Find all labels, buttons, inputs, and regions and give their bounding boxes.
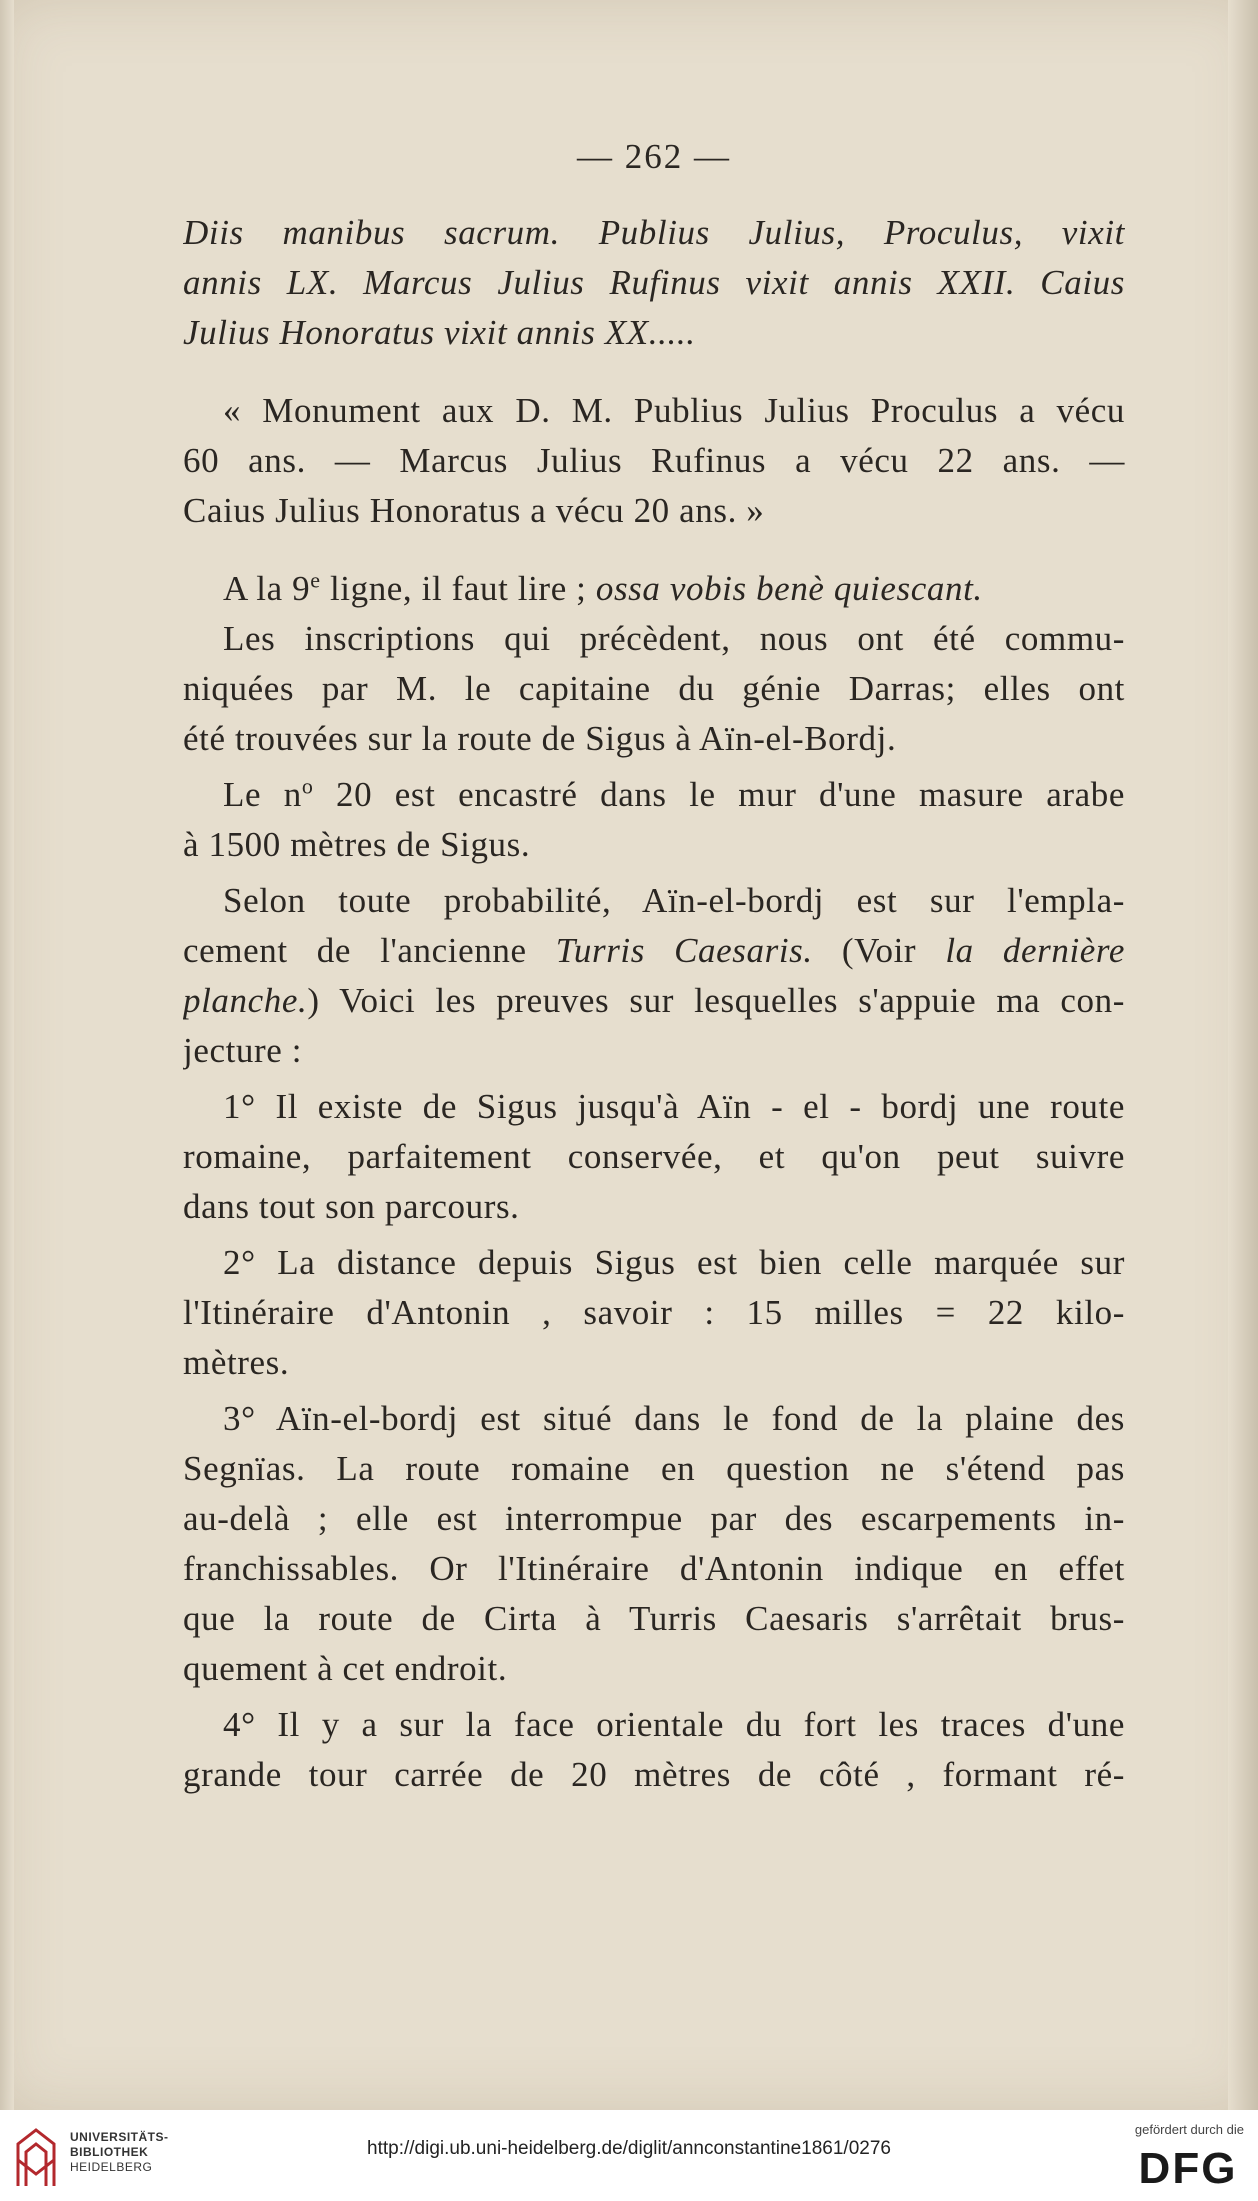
page-edge-right: [1228, 0, 1258, 2110]
text-line: au-delà ; elle est interrompue par des escarpements in-: [183, 1499, 1125, 1538]
text-line: quement à cet endroit.: [183, 1649, 508, 1688]
point4-paragraph: [183, 1700, 1125, 1800]
permalink-url[interactable]: http://digi.ub.uni-heidelberg.de/diglit/annconstantine1861/0276: [367, 2138, 891, 2159]
text-line: Caius Julius Honoratus a vécu 20 ans. »: [183, 491, 765, 530]
text-line: « Monument aux D. M. Publius Julius Proculus a vécu: [223, 391, 1125, 430]
text-line: dans tout son parcours.: [183, 1187, 520, 1226]
text-line: Selon toute probabilité, Aïn-el-bordj est sur l'empla-: [223, 881, 1125, 920]
dfg-logo-icon: [1132, 2143, 1244, 2189]
note-middle: ligne, il faut lire ;: [320, 569, 596, 608]
page-number: — 262 —: [577, 137, 731, 176]
point1-paragraph: [183, 1082, 1125, 1232]
text-line: grande tour carrée de 20 mètres de côté , formant ré-: [183, 1755, 1125, 1794]
page-edge-left: [0, 0, 14, 2110]
text-line: [183, 770, 1125, 820]
italic-fragment: planche.: [183, 981, 308, 1020]
translation-paragraph: [183, 386, 1125, 536]
text-line: Diis manibus sacrum. Publius Julius, Proculus, vixit: [183, 213, 1125, 252]
text-line: 4° Il y a sur la face orientale du fort les traces d'une: [223, 1705, 1125, 1744]
text-line: jecture :: [183, 1031, 303, 1070]
text-line: romaine, parfaitement conservée, et qu'on peut suivre: [183, 1137, 1125, 1176]
text-line: 3° Aïn-el-bordj est situé dans le fond de la plaine des: [223, 1399, 1125, 1438]
text-line: Julius Honoratus vixit annis XX.....: [183, 313, 696, 352]
text-fragment: (Voir: [812, 931, 946, 970]
latin-inscription: [183, 208, 1125, 358]
text-line: Segnïas. La route romaine en question ne s'étend pas: [183, 1449, 1125, 1488]
point3-paragraph: [183, 1394, 1125, 1694]
funded-by-label: gefördert durch die: [1134, 2122, 1244, 2137]
superscript: o: [301, 773, 314, 799]
text-line: niquées par M. le capitaine du génie Darras; elles ont: [183, 669, 1125, 708]
ninth-line-note: [183, 564, 1125, 614]
italic-fragment: Turris Caesaris.: [555, 931, 813, 970]
text-block: [183, 128, 1125, 1800]
note-superscript: e: [310, 567, 321, 593]
library-name-line: UNIVERSITÄTS-: [70, 2130, 169, 2144]
text-line: [183, 976, 1125, 1026]
text-line: franchissables. Or l'Itinéraire d'Antonin indique en effet: [183, 1549, 1125, 1588]
probability-paragraph: [183, 876, 1125, 1076]
text-fragment: cement de l'ancienne: [183, 931, 556, 970]
library-name-line: HEIDELBERG: [70, 2160, 153, 2174]
text-fragment: 20 est encastré dans le mur d'une masure arabe: [313, 775, 1125, 814]
point2-paragraph: [183, 1238, 1125, 1388]
text-fragment: Le n: [223, 775, 302, 814]
text-line: 1° Il existe de Sigus jusqu'à Aïn - el - bordj une route: [223, 1087, 1125, 1126]
text-line: [183, 926, 1125, 976]
inscriptions-paragraph: [183, 614, 1125, 764]
number20-paragraph: [183, 770, 1125, 870]
text-line: 60 ans. — Marcus Julius Rufinus a vécu 22 ans. —: [183, 441, 1125, 480]
note-italic: ossa vobis benè quiescant.: [595, 569, 983, 608]
library-name-line: BIBLIOTHEK: [70, 2145, 149, 2159]
text-line: que la route de Cirta à Turris Caesaris s'arrêtait brus-: [183, 1599, 1125, 1638]
text-fragment: ) Voici les preuves sur lesquelles s'appuie ma con-: [307, 981, 1125, 1020]
text-line: mètres.: [183, 1343, 290, 1382]
dfg-logo-text: DFG: [1138, 2144, 1238, 2189]
text-line: l'Itinéraire d'Antonin , savoir : 15 milles = 22 kilo-: [183, 1293, 1125, 1332]
italic-fragment: la dernière: [945, 931, 1125, 970]
text-line: 2° La distance depuis Sigus est bien celle marquée sur: [223, 1243, 1125, 1282]
note-prefix: A la 9: [223, 569, 311, 608]
text-line: à 1500 mètres de Sigus.: [183, 825, 531, 864]
text-line: été trouvées sur la route de Sigus à Aïn-el-Bordj.: [183, 719, 897, 758]
text-line: Les inscriptions qui précèdent, nous ont été commu-: [223, 619, 1125, 658]
text-line: annis LX. Marcus Julius Rufinus vixit annis XXII. Caius: [183, 263, 1125, 302]
